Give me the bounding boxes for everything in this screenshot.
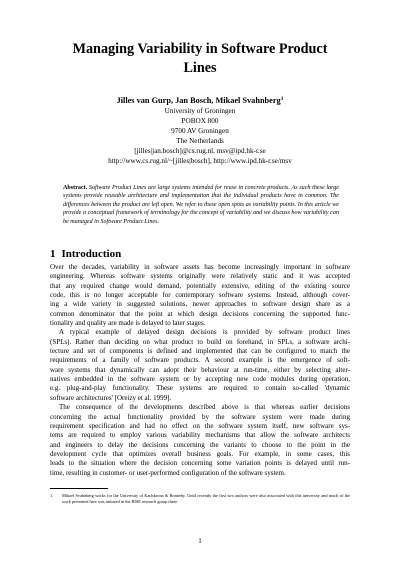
author-footnote-mark: 1: [280, 96, 284, 102]
url-line: http://www.cs.rug.nl/~[jilles|bosch], http://www.ipd.hk-r.se/msv: [108, 157, 292, 165]
section-heading: [50, 247, 121, 261]
author-names: Jilles van Gurp, Jan Bosch, Mikael Svahnberg: [116, 96, 281, 105]
body-line: that any required change would demand, potentially extensive, editing of the existing source: [50, 281, 350, 290]
body-line: time, resulting in customer- or user-performed configuration of the software system.: [50, 468, 286, 477]
body-line: A typical example of delayed design decisions is provided by software product lines: [59, 328, 350, 337]
body-line: natives embedded in the software system or by accepting new code modules during operation,: [50, 375, 350, 384]
abstract-label: Abstract.: [63, 185, 88, 191]
body-line: engineering. Whereas software systems originally were relatively static and it was accepted: [50, 272, 350, 281]
body-line: (SPLs). Rather than deciding on what product to build on forehand, in SPLs, a software archi-: [50, 337, 350, 346]
body-line: Over the decades, variability in software assets has become increasingly important in software: [50, 263, 350, 271]
footnote-number: 1.: [50, 493, 54, 498]
affiliation-line: University of Groningen: [164, 107, 236, 115]
body-line: requirements of a family of software products. A second example is the emergence of soft-: [50, 356, 350, 365]
section-number: 1: [50, 248, 56, 260]
section-title: Introduction: [61, 248, 122, 260]
body-line: and engineers to delay the decisions concerning the variants to choose to the point in the: [50, 440, 350, 449]
body-line: concerning the actual functionality provided by the software system were made during: [50, 412, 350, 421]
affiliation-line: POBOX 800: [181, 117, 219, 125]
affiliation-line: The Netherlands: [176, 137, 224, 145]
body-line: ware systems that dynamically can adopt their behaviour at run-time, either by selecting alter-: [50, 365, 350, 374]
body-text: [50, 263, 350, 478]
abstract: [63, 184, 339, 226]
affiliation-line: 9700 AV Groningen: [171, 127, 229, 135]
email-line: [jilles|jan.bosch]@cs.rug.nl, msv@ipd.hk-r.se: [134, 147, 266, 155]
body-line: tems are required to employ various variability mechanisms that allow the software architects: [50, 431, 350, 440]
body-line: The consequence of the developments described above is that whereas earlier decisions: [59, 403, 350, 412]
author-list: [30, 95, 370, 106]
paper-title-line: Managing Variability in Software Product: [72, 41, 328, 57]
body-line: ing a wide variety in suggested solutions, newer approaches to software design share as a: [50, 300, 350, 309]
body-line: common denominator that the point at which design decisions concerning the supported func-: [50, 309, 350, 318]
page-number: 1: [198, 537, 202, 545]
body-line: e.g. plug-and-play functionality. These systems are required to contain so-called 'dynamic: [50, 384, 350, 393]
body-line: tecture and set of components is defined and implemented that can be configured to match the: [50, 347, 350, 356]
paper-title: [40, 40, 360, 78]
body-line: tionality and quality are made is delayed to later stages.: [50, 319, 206, 328]
body-line: leads to the situation where the decision concerning some variation points is delayed until run-: [50, 459, 350, 468]
body-line: code, this is no longer acceptable for contemporary software systems. Instead, although cover-: [50, 291, 350, 300]
footnote-rule: [50, 488, 108, 489]
abstract-text: Software Product Lines are large systems intended for reuse in concrete products. As such these large systems provide reusable architecture and implementation that the individual products have in common. The differences between the product are left open. We refer to these open spots as variability points. In this article we provide a conceptual framework of terminology for the concept of variability and we discuss how variability can be managed in Software Product Lines.: [63, 185, 339, 225]
body-line: software architectures' [Oreizy et al. 1999].: [50, 393, 172, 402]
body-line: requirement specification and had no effect on the software system itself, new software sys-: [50, 421, 350, 430]
paper-title-line: Lines: [183, 60, 217, 76]
body-line: development cycle that optimizes overall business goals. For example, in some cases, this: [50, 449, 350, 458]
affiliation-block: [30, 106, 370, 166]
footnote-text: Mikael Svahnberg works for the University of Karlskrona & Ronneby. Until recently the first two authors were also associated with this university and much of the work presented here was initiated in the RISE research group there.: [62, 493, 350, 504]
